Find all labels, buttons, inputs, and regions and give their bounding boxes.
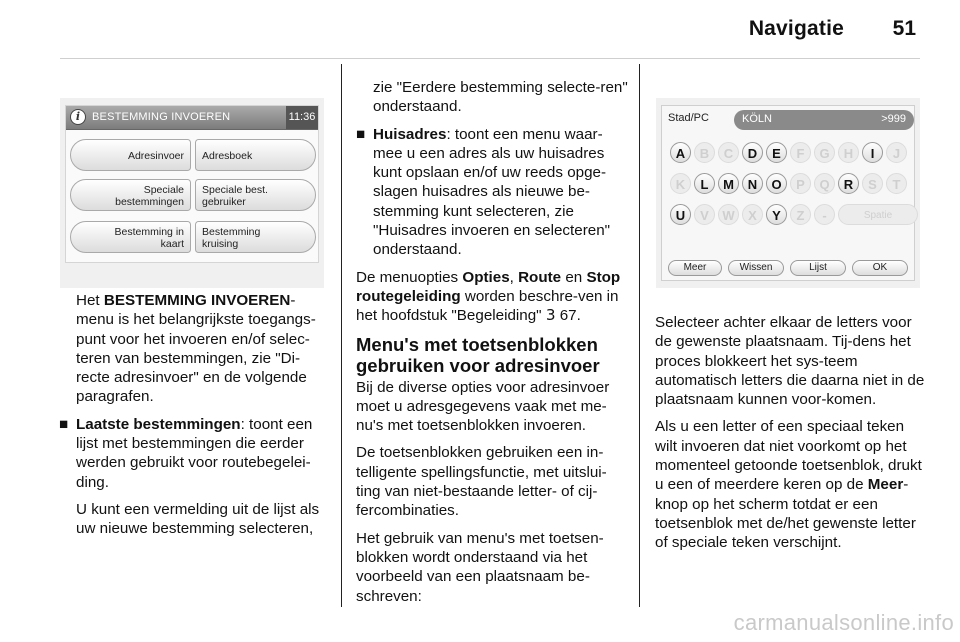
text: menu is het belangrijkste toegangs-punt voor het invoeren en/of selec-teren van bestemmingen, zie "Di-recte adresinvoer" en de volgende paragrafen.: [76, 311, 316, 406]
button-label-line1: Speciale: [143, 184, 184, 196]
key-u[interactable]: U: [670, 204, 691, 225]
key-c[interactable]: C: [718, 142, 739, 163]
page-reference-icon: 3: [545, 306, 556, 325]
key-j[interactable]: J: [886, 142, 907, 163]
paragraph-spelling: De toetsenblokken gebruiken een in-telligente spellingsfunctie, met uitslui-ting van niet-bestaande letter- of cij-fercombinaties.: [356, 444, 607, 520]
paragraph-meer: [655, 417, 927, 552]
text: Het: [76, 292, 104, 309]
bold-text: BESTEMMING INVOEREN: [103, 292, 291, 309]
text: worden beschre-ven in het hoofdstuk "Begeleiding": [356, 287, 619, 325]
column-1: [59, 291, 329, 547]
paragraph-selecteer: Selecteer achter elkaar de letters voor de gewenste plaatsnaam. Tij-dens het proces blokkeert het sys-teem automatisch letters die daarna niet in de plaatsnaam kunnen voor-komen.: [655, 314, 925, 409]
city-input-value: KÖLN: [742, 113, 772, 125]
key-k[interactable]: K: [670, 173, 691, 194]
field-label: Stad/PC: [668, 112, 709, 124]
paragraph-continuation: zie "Eerdere bestemming selecte-ren" onderstaand.: [373, 79, 628, 116]
bold-text: Huisadres: [373, 125, 447, 143]
page-header: [0, 0, 960, 60]
bold-text: Stop routegeleiding: [356, 268, 621, 305]
bold-text: Laatste bestemmingen: [76, 415, 241, 433]
key-f[interactable]: F: [790, 142, 811, 163]
match-count: >999: [881, 113, 906, 125]
wissen-button[interactable]: Wissen: [728, 260, 784, 276]
bestemming-in-kaart-button[interactable]: [70, 221, 191, 253]
button-label: Adresinvoer: [127, 150, 184, 162]
info-icon: i: [70, 109, 86, 125]
column-divider-1: [341, 64, 342, 607]
key-g[interactable]: G: [814, 142, 835, 163]
section-heading: Menu's met toetsenblokken gebruiken voor adresinvoer: [356, 333, 600, 376]
key-t[interactable]: T: [886, 173, 907, 194]
bullet-icon: ■: [59, 415, 69, 433]
speciale-bestemmingen-button[interactable]: [70, 179, 191, 211]
bullet-laatste-bestemmingen: [59, 415, 329, 492]
paragraph-menuopties: [356, 268, 628, 326]
text: -knop op het scherm totdat er een toetsenblok met de/het gewenste letter of speciale teken verschijnt.: [655, 476, 916, 552]
paragraph-voorbeeld: Het gebruik van menu's met toetsen-blokken wordt onderstaand via het voorbeeld van een plaatsnaam be-schreven:: [356, 529, 604, 605]
key-o[interactable]: O: [766, 173, 787, 194]
button-label-line2: gebruiker: [202, 196, 246, 208]
screen-clock: 11:36: [286, 106, 318, 129]
bold-text: Route: [518, 268, 562, 286]
speciale-best-gebruiker-button[interactable]: [195, 179, 316, 211]
page-title: Navigatie: [748, 17, 844, 40]
button-label-line1: Bestemming: [202, 226, 261, 238]
screenshot-toetsenblok: [656, 98, 920, 288]
key-a[interactable]: A: [670, 142, 691, 163]
bold-text: Meer: [867, 476, 904, 494]
screenshot-bestemming-invoeren: [60, 98, 324, 288]
key-spatie[interactable]: Spatie: [838, 204, 918, 225]
key-r[interactable]: R: [838, 173, 859, 194]
key-p[interactable]: P: [790, 173, 811, 194]
meer-button[interactable]: Meer: [668, 260, 722, 276]
key-w[interactable]: W: [718, 204, 739, 225]
button-label-line1: Bestemming in: [114, 226, 184, 238]
text: ,: [509, 268, 519, 286]
lijst-button[interactable]: Lijst: [790, 260, 846, 276]
key-s[interactable]: S: [862, 173, 883, 194]
key-z[interactable]: Z: [790, 204, 811, 225]
text: en: [561, 268, 587, 286]
key-i[interactable]: I: [862, 142, 883, 163]
button-label-line1: Speciale best.: [202, 184, 268, 196]
text: : toont een menu waar-mee u een adres als uw huisadres kunt opslaan en/of uw reeds opge-slagen huisadres als nieuwe be-stemming kunt selecteren, zie "Huisadres invoeren en selecteren" onderstaand.: [373, 125, 611, 259]
key-n[interactable]: N: [742, 173, 763, 194]
button-label-line2: bestemmingen: [115, 196, 184, 208]
column-divider-2: [639, 64, 640, 607]
page-number: 51: [892, 17, 916, 40]
screen-titlebar: [66, 106, 318, 130]
key-dash[interactable]: -: [814, 204, 835, 225]
key-e[interactable]: E: [766, 142, 787, 163]
key-x[interactable]: X: [742, 204, 763, 225]
key-q[interactable]: Q: [814, 173, 835, 194]
bold-text: Opties: [462, 268, 510, 286]
column-3: [655, 313, 927, 561]
bullet-icon: ■: [356, 125, 366, 143]
button-label-line2: kaart: [160, 238, 184, 250]
key-h[interactable]: H: [838, 142, 859, 163]
key-m[interactable]: M: [718, 173, 739, 194]
adresboek-button[interactable]: [195, 139, 316, 171]
screen-title: BESTEMMING INVOEREN: [92, 111, 231, 123]
ok-button[interactable]: OK: [852, 260, 908, 276]
paragraph-adresinvoer: Bij de diverse opties voor adresinvoer moet u adresgegevens vaak met me-nu's met toetsenblokken invoeren.: [356, 378, 610, 435]
text: Als u een letter of een speciaal teken wilt invoeren dat niet voorkomt op het momenteel getoonde toetsenblok, drukt u een of meerdere keren op de: [655, 418, 922, 494]
key-d[interactable]: D: [742, 142, 763, 163]
adresinvoer-button[interactable]: [70, 139, 191, 171]
key-l[interactable]: L: [694, 173, 715, 194]
paragraph-intro: [59, 291, 329, 407]
button-label: Adresboek: [202, 150, 253, 162]
key-v[interactable]: V: [694, 204, 715, 225]
paragraph-lijst: U kunt een vermelding uit de lijst als uw nieuwe bestemming selecteren,: [76, 500, 320, 538]
header-rule: [60, 58, 920, 59]
button-label-line2: kruising: [202, 238, 239, 250]
column-2: [356, 78, 628, 614]
text: : toont een lijst met bestemmingen die eerder werden gebruikt voor routebegelei-ding.: [76, 415, 313, 491]
page-reference[interactable]: 67.: [555, 307, 581, 325]
text: De menuopties: [356, 268, 463, 286]
key-b[interactable]: B: [694, 142, 715, 163]
text: -: [290, 292, 296, 309]
screen-frame: [661, 105, 915, 281]
watermark: carmanualsonline.info: [733, 610, 954, 635]
bullet-huisadres: [356, 125, 628, 260]
screen-frame: [65, 105, 319, 263]
city-input[interactable]: [734, 110, 914, 130]
bestemming-kruising-button[interactable]: [195, 221, 316, 253]
key-y[interactable]: Y: [766, 204, 787, 225]
